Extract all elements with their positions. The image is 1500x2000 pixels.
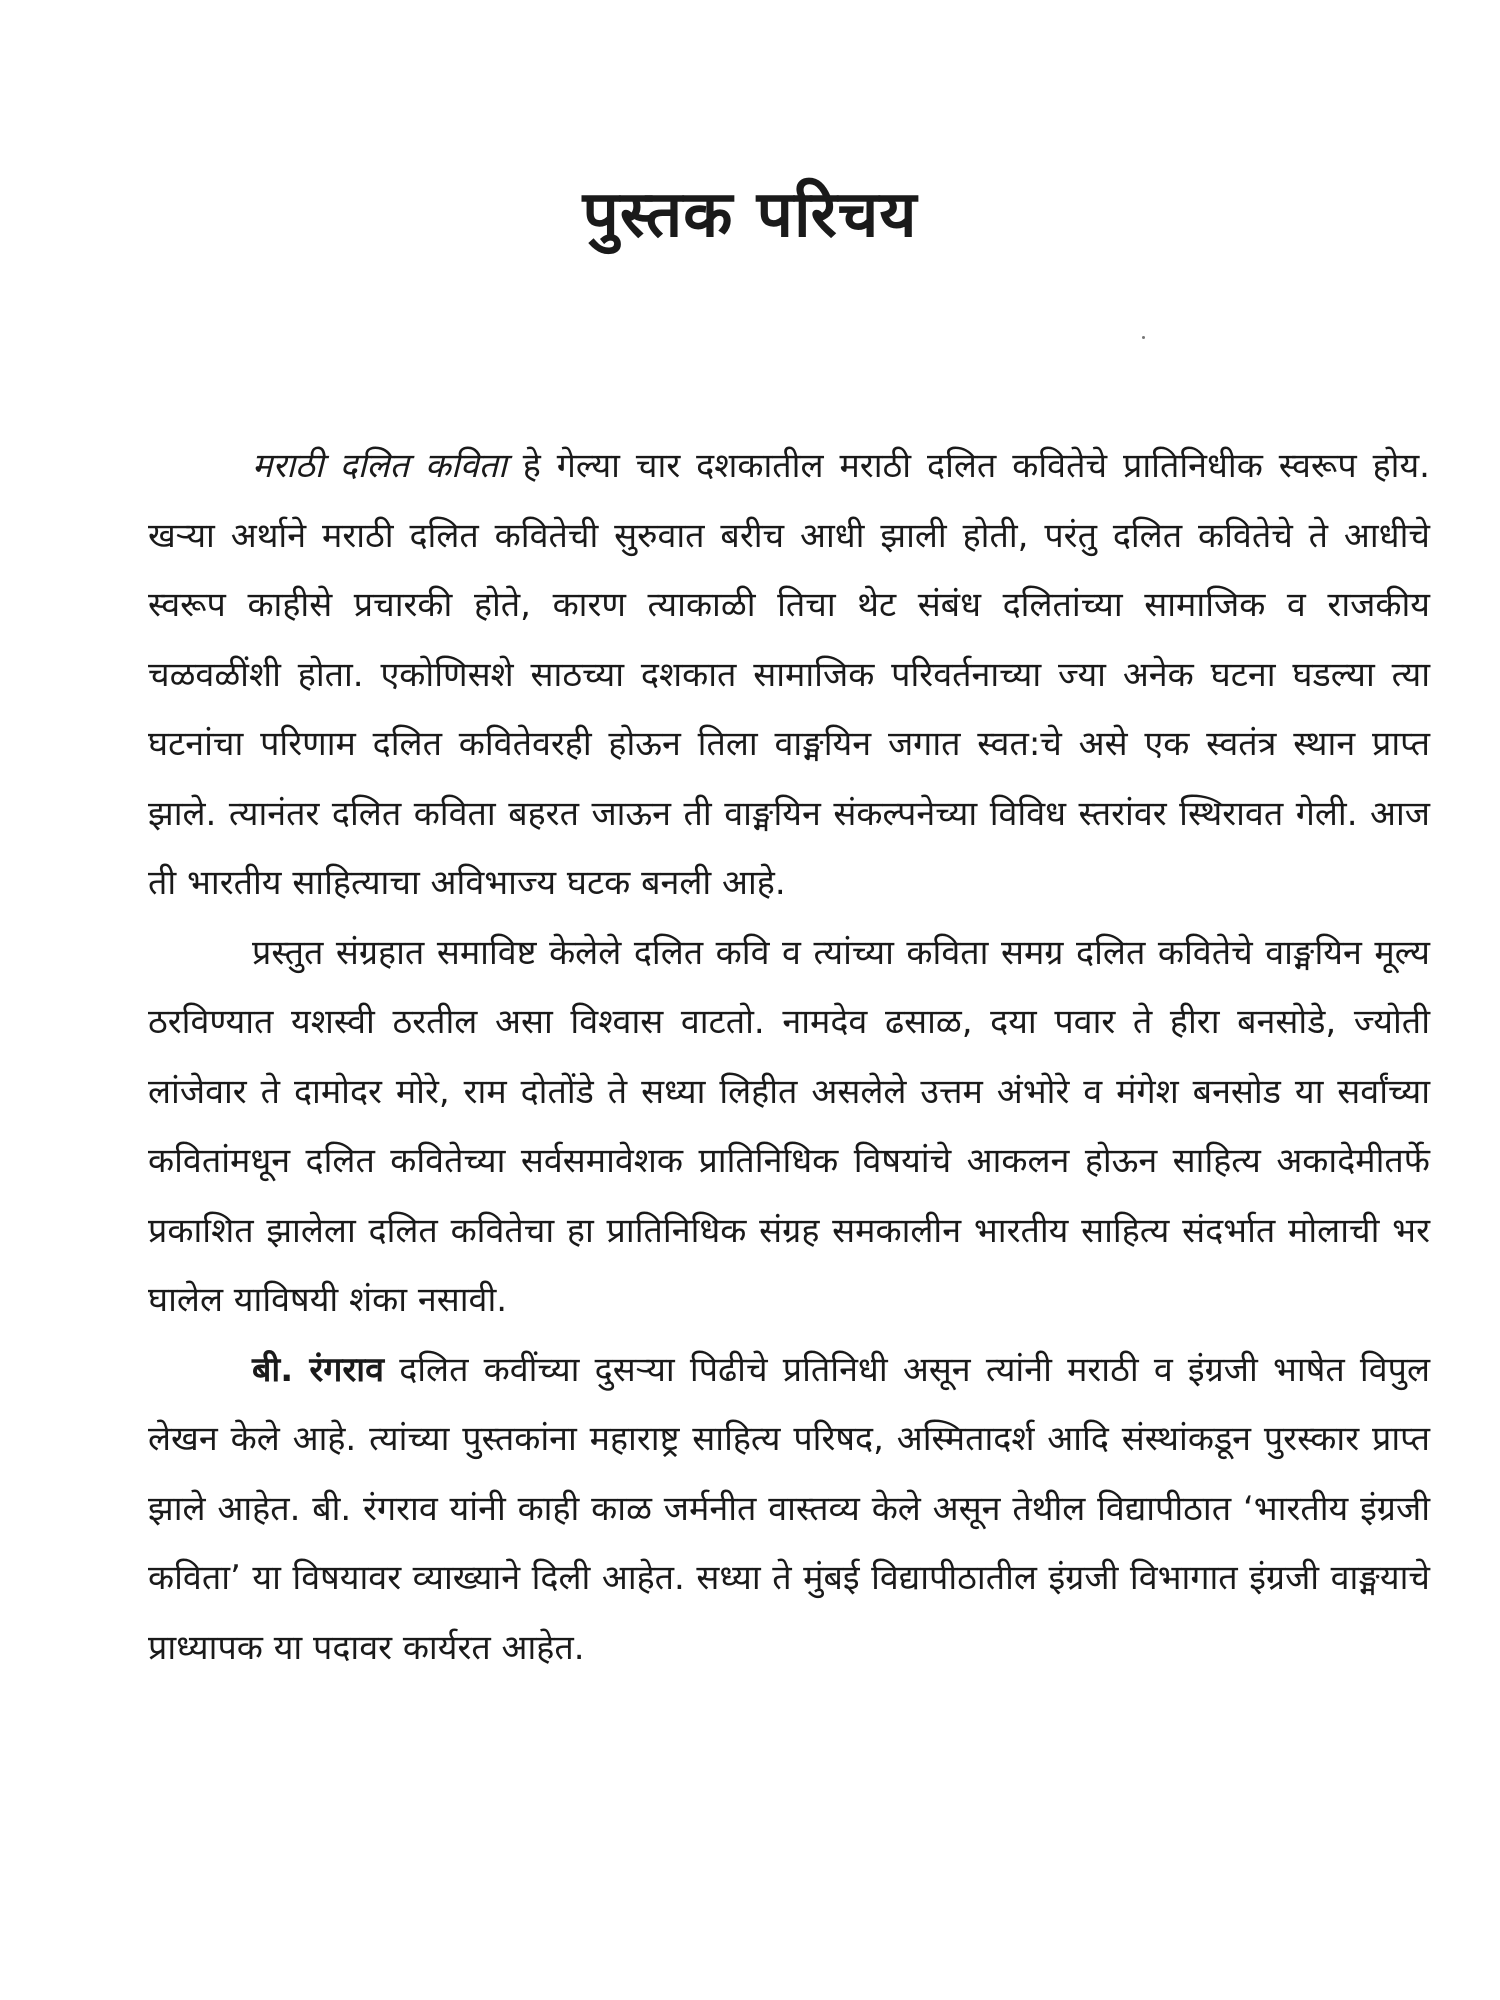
paragraph-editor: [148, 1336, 1430, 1684]
paragraph-intro-text: हे गेल्या चार दशकातील मराठी दलित कवितेचे प्रातिनिधीक स्वरूप होय. खऱ्या अर्थाने मराठी दलित कवितेची सुरुवात बरीच आधी झाली होती, परंतु दलित कवितेचे ते आधीचे स्वरूप काहीसे प्रचारकी होते, कारण त्याकाळी तिचा थेट संबंध दलितांच्या सामाजिक व राजकीय चळवळींशी होता. एकोणिसशे साठच्या दशकात सामाजिक परिवर्तनाच्या ज्या अनेक घटना घडल्या त्या घटनांचा परिणाम दलित कवितेवरही होऊन तिला वाङ्मयिन जगात स्वत:चे असे एक स्वतंत्र स्थान प्राप्त झाले. त्यानंतर दलित कविता बहरत जाऊन ती वाङ्मयिन संकल्पनेच्या विविध स्तरांवर स्थिरावत गेली. आज ती भारतीय साहित्याचा अविभाज्य घटक बनली आहे.: [148, 446, 1430, 903]
print-speck: [1142, 336, 1145, 339]
paragraph-editor-text: दलित कवींच्या दुसऱ्या पिढीचे प्रतिनिधी असून त्यांनी मराठी व इंग्रजी भाषेत विपुल लेखन केले आहे. त्यांच्या पुस्तकांना महाराष्ट्र साहित्य परिषद, अस्मितादर्श आदि संस्थांकडून पुरस्कार प्राप्त झाले आहेत. बी. रंगराव यांनी काही काळ जर्मनीत वास्तव्य केले असून तेथील विद्यापीठात ‘भारतीय इंग्रजी कविता’ या विषयावर व्याख्याने दिली आहेत. सध्या ते मुंबई विद्यापीठातील इंग्रजी विभागात इंग्रजी वाङ्मयाचे प्राध्यापक या पदावर कार्यरत आहेत.: [148, 1349, 1431, 1668]
page-title: पुस्तक परिचय: [582, 178, 918, 252]
editor-name: बी. रंगराव: [252, 1349, 385, 1390]
body-text: [148, 432, 1430, 1683]
paragraph-collection: [148, 919, 1430, 1336]
book-title-italic: मराठी दलित कविता: [252, 446, 507, 486]
paragraph-collection-text: प्रस्तुत संग्रहात समाविष्ट केलेले दलित कवि व त्यांच्या कविता समग्र दलित कवितेचे वाङ्मयिन मूल्य ठरविण्यात यशस्वी ठरतील असा विश्वास वाटतो. नामदेव ढसाळ, दया पवार ते हीरा बनसोडे, ज्योती लांजेवार ते दामोदर मोरे, राम दोतोंडे ते सध्या लिहीत असलेले उत्तम अंभोरे व मंगेश बनसोड या सर्वांच्या कवितांमधून दलित कवितेच्या सर्वसमावेशक प्रातिनिधिक विषयांचे आकलन होऊन साहित्य अकादेमीतर्फे प्रकाशित झालेला दलित कवितेचा हा प्रातिनिधिक संग्रह समकालीन भारतीय साहित्य संदर्भात मोलाची भर घालेल याविषयी शंका नसावी.: [148, 932, 1430, 1320]
paragraph-intro: [148, 432, 1430, 919]
